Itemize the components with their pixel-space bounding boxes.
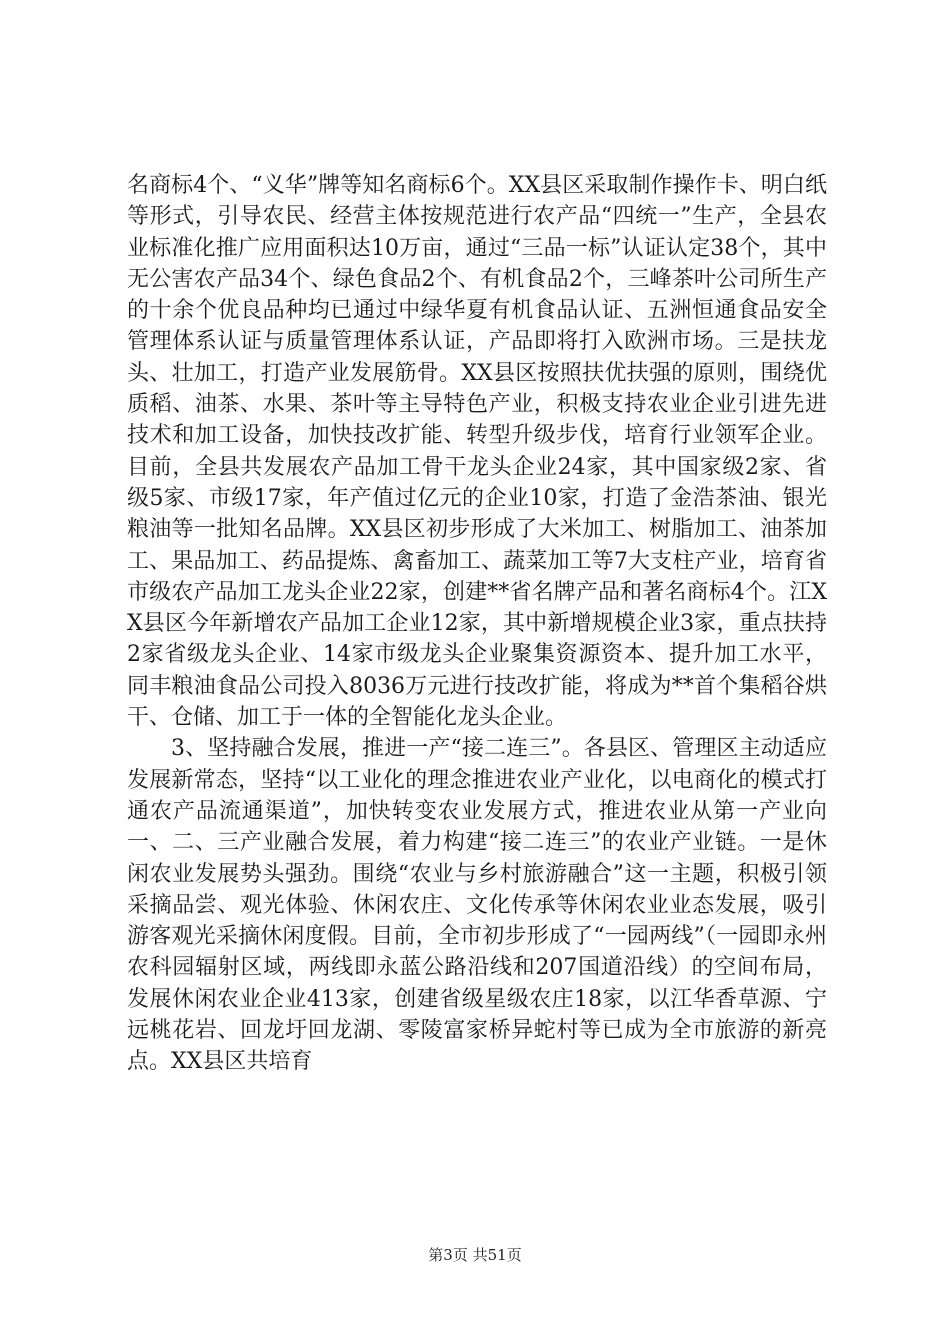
page-footer: 第3页 共51页 — [428, 1246, 522, 1264]
paragraph-1: 名商标4个、“义华”牌等知名商标6个。XX县区采取制作操作卡、明白纸等形式，引导农民、经营主体按规范进行农产品“四统一”生产，全县农业标准化推广应用面积达10万亩，通过“三品一标”认证认定38个，其中无公害农产品34个、绿色食品2个、有机食品2个，三峰茶叶公司所生产的十余个优良品种均已通过中绿华夏有机食品认证、五洲恒通食品安全管理体系认证与质量管理体系认证，产品即将打入欧洲市场。三是扶龙头、壮加工，打造产业发展筋骨。XX县区按照扶优扶强的原则，围绕优质稻、油茶、水果、茶叶等主导特色产业，积极支持农业企业引进先进技术和加工设备，加快技改扩能、转型升级步伐，培育行业领军企业。目前，全县共发展农产品加工骨干龙头企业24家，其中国家级2家、省级5家、市级17家，年产值过亿元的企业10家，打造了金浩茶油、银光粮油等一批知名品牌。XX县区初步形成了大米加工、树脂加工、油茶加工、果品加工、药品提炼、禽畜加工、蔬菜加工等7大支柱产业，培育省市级农产品加工龙头企业22家，创建**省名牌产品和著名商标4个。江XX县区今年新增农产品加工企业12家，其中新增规模企业3家，重点扶持2家省级龙头企业、14家市级龙头企业聚集资源资本、提升加工水平，同丰粮油食品公司投入8036万元进行技改扩能，将成为**首个集稻谷烘干、仓储、加工于一体的全智能化龙头企业。 — [127, 173, 827, 731]
document-body — [127, 170, 827, 1078]
paragraph-2: 3、坚持融合发展，推进一产“接二连三”。各县区、管理区主动适应发展新常态，坚持“以工业化的理念推进农业产业化，以电商化的模式打通农产品流通渠道”，加快转变农业发展方式，推进农业从第一产业向一、二、三产业融合发展，着力构建“接二连三”的农业产业链。一是休闲农业发展势头强劲。围绕“农业与乡村旅游融合”这一主题，积极引领采摘品尝、观光体验、休闲农庄、文化传承等休闲农业业态发展，吸引游客观光采摘休闲度假。目前，全市初步形成了“一园两线”（一园即永州农科园辐射区域，两线即永蓝公路沿线和207国道沿线）的空间布局，发展休闲农业企业413家，创建省级星级农庄18家，以江华香草源、宁远桃花岩、回龙圩回龙湖、零陵富家桥异蛇村等已成为全市旅游的新亮点。XX县区共培育 — [127, 736, 827, 1075]
